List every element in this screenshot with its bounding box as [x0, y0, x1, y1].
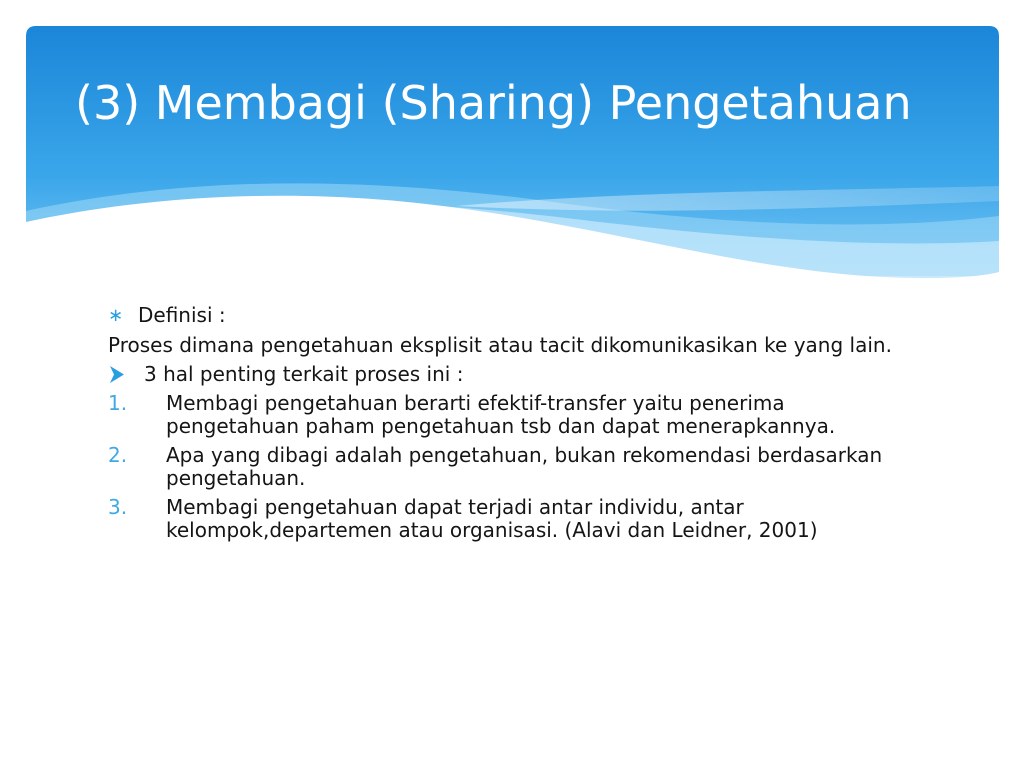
- list-item-text: Membagi pengetahuan dapat terjadi antar individu, antar kelompok,departemen atau organisasi. (Alavi dan Leidner, 2001): [166, 495, 818, 542]
- list-number: 3.: [108, 495, 128, 519]
- header-banner: [26, 26, 999, 286]
- list-number: 1.: [108, 391, 128, 415]
- list-item-text: Apa yang dibagi adalah pengetahuan, bukan rekomendasi berdasarkan pengetahuan.: [166, 443, 883, 490]
- bullet-label: Definisi :: [138, 303, 226, 327]
- asterisk-bullet-icon: ∗: [108, 305, 124, 326]
- wave-background: [26, 26, 999, 286]
- list-item: [108, 496, 918, 542]
- subheading-bullet: [108, 363, 918, 386]
- list-item: [108, 444, 918, 490]
- definition-text: Proses dimana pengetahuan eksplisit atau tacit dikomunikasikan ke yang lain.: [108, 333, 892, 357]
- definition-bullet: [108, 304, 918, 327]
- slide-body: [108, 304, 918, 548]
- list-number: 2.: [108, 443, 128, 467]
- list-item: [108, 392, 918, 438]
- arrowhead-bullet-icon: [110, 366, 124, 383]
- list-item-text: Membagi pengetahuan berarti efektif-transfer yaitu penerima pengetahuan paham pengetahuan tsb dan dapat menerapkannya.: [166, 391, 836, 438]
- subheading-text: 3 hal penting terkait proses ini :: [144, 362, 464, 386]
- slide-title: (3) Membagi (Sharing) Pengetahuan: [75, 76, 912, 130]
